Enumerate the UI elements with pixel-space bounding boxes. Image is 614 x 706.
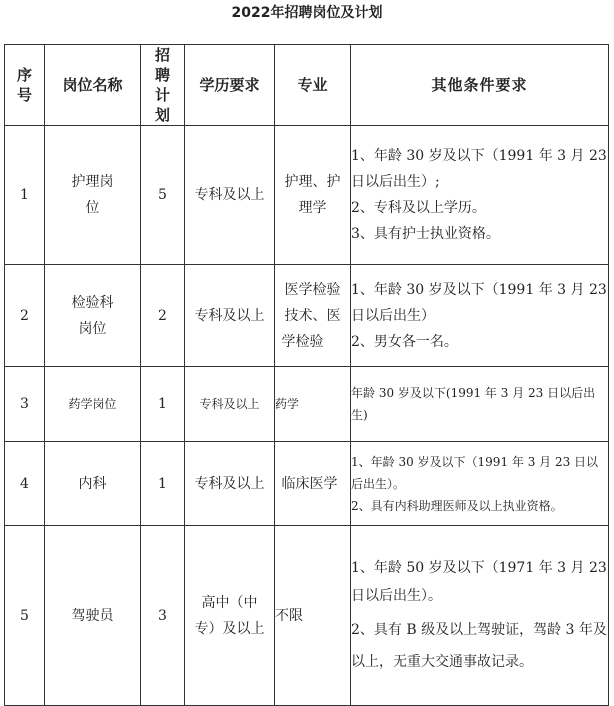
cell-seq: 1 [5, 126, 45, 265]
header-position-name: 岗位名称 [45, 45, 141, 126]
condition-line: 1、年龄 30 岁及以下（1991 年 3 月 23 日以后出生） [351, 281, 607, 324]
cell-major: 药学 [275, 367, 351, 442]
condition-line: 2、专科及以上学历。 [351, 200, 486, 216]
cell-seq: 3 [5, 367, 45, 442]
header-other-conditions: 其他条件要求 [351, 45, 609, 126]
cell-position-name: 内科 [45, 442, 141, 526]
condition-line: 2、具有内科助理医师及以上执业资格。 [351, 498, 563, 513]
cell-seq: 5 [5, 526, 45, 706]
table-row [5, 367, 609, 442]
cell-plan: 5 [141, 126, 185, 265]
header-seq: 序号 [5, 45, 45, 126]
cell-plan: 2 [141, 265, 185, 367]
cell-education: 专科及以上 [185, 442, 275, 526]
cell-major: 医学检验技术、医学检验 [275, 265, 351, 367]
table-row [5, 126, 609, 265]
cell-major: 不限 [275, 526, 351, 706]
cell-education: 高中（中专）及以上 [185, 526, 275, 706]
header-plan: 招聘计划 [141, 45, 185, 126]
condition-line: 2、具有 B 级及以上驾驶证，驾龄 3 年及以上，无重大交通事故记录。 [351, 621, 607, 670]
cell-position-name: 检验科岗位 [45, 265, 141, 367]
condition-line: 3、具有护士执业资格。 [351, 226, 500, 242]
cell-plan: 1 [141, 367, 185, 442]
cell-position-name: 护理岗位 [45, 126, 141, 265]
header-major: 专业 [275, 45, 351, 126]
cell-education: 专科及以上 [185, 367, 275, 442]
cell-conditions [351, 367, 609, 442]
cell-conditions [351, 265, 609, 367]
condition-line: 1、年龄 50 岁及以下（1971 年 3 月 23 日以后出生）。 [351, 559, 607, 604]
cell-education: 专科及以上 [185, 265, 275, 367]
cell-plan: 1 [141, 442, 185, 526]
document-title: 2022年招聘岗位及计划 [231, 5, 383, 21]
cell-conditions [351, 526, 609, 706]
recruitment-table [4, 44, 609, 706]
cell-plan: 3 [141, 526, 185, 706]
header-education: 学历要求 [185, 45, 275, 126]
cell-major: 护理、护理学 [275, 126, 351, 265]
condition-line: 1、年龄 30 岁及以下（1991 年 3 月 23 日以后出生）; [351, 148, 607, 190]
condition-line: 2、男女各一名。 [351, 333, 458, 350]
cell-seq: 2 [5, 265, 45, 367]
condition-line: 1、年龄 30 岁及以下（1991 年 3 月 23 日以后出生）。 [351, 454, 599, 491]
table-row [5, 265, 609, 367]
cell-seq: 4 [5, 442, 45, 526]
table-row [5, 442, 609, 526]
cell-major: 临床医学 [275, 442, 351, 526]
cell-position-name: 药学岗位 [45, 367, 141, 442]
cell-conditions [351, 126, 609, 265]
cell-position-name: 驾驶员 [45, 526, 141, 706]
cell-conditions [351, 442, 609, 526]
condition-line: 年龄 30 岁及以下(1991 年 3 月 23 日以后出生) [351, 386, 596, 422]
table-header-row [5, 45, 609, 126]
cell-education: 专科及以上 [185, 126, 275, 265]
table-row [5, 526, 609, 706]
